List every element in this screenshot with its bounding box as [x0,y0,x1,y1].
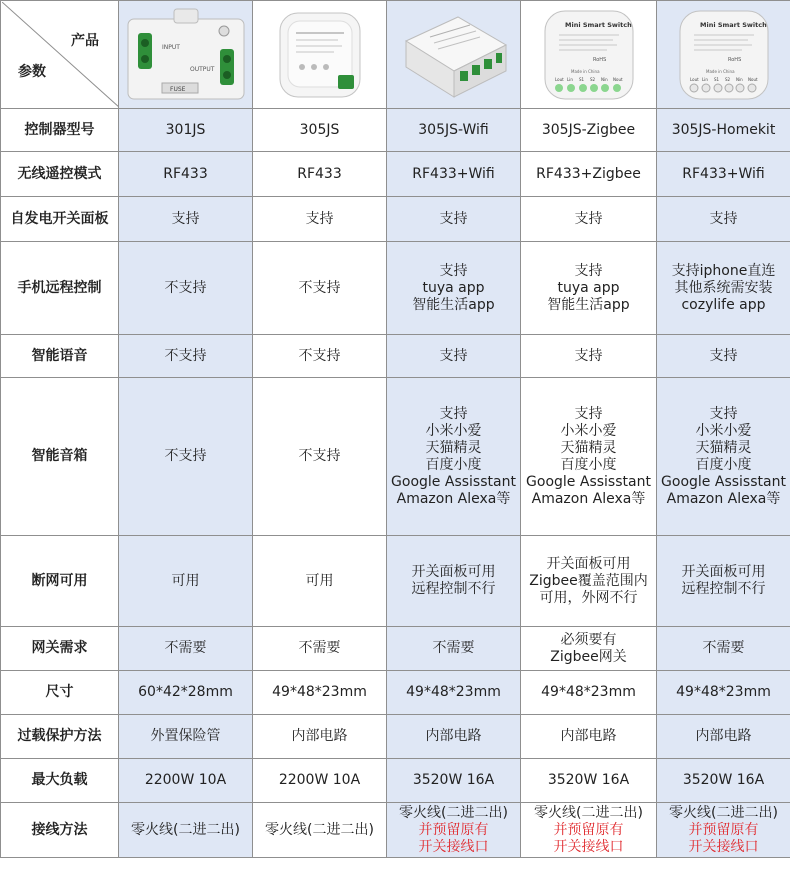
relay-module-301js-image [124,5,248,105]
spec-value-line: 开关接线口 [418,838,489,855]
spec-row [1,152,790,197]
row-label: 接线方法 [1,803,119,858]
spec-value-line: Zigbee网关 [550,648,627,665]
spec-value-line: 支持 [171,210,200,227]
spec-value-line: 外置保险管 [150,728,221,744]
spec-value-cell [521,627,657,671]
relay-module-305js-homekit-image [662,5,786,105]
relay-module-305js-image [258,5,382,105]
spec-value-line: 不支持 [164,448,207,464]
spec-value-line: RF433+Wifi [412,165,495,182]
spec-value-cell [657,671,790,715]
spec-value-line: RF433 [297,165,342,182]
spec-value-cell [119,152,253,197]
spec-value-line: 2200W 10A [144,772,227,788]
spec-value-line: 零火线(二进二出) [669,804,778,821]
spec-value-cell [657,378,790,536]
spec-value-cell [253,671,387,715]
spec-value-line: 支持iphone直连 [671,262,776,279]
spec-value-cell [387,242,521,335]
spec-value-line: 开关面板可用 [411,564,496,580]
spec-value-cell [521,378,657,536]
rohs-print: RoHS [592,56,606,63]
spec-value-line: tuya app [422,279,485,296]
spec-value-cell [521,152,657,197]
spec-value-line: 内部电路 [425,728,482,744]
spec-value-cell [387,197,521,242]
spec-value-cell [253,715,387,759]
spec-value-line: 并预留原有 [553,821,624,838]
spec-value-line: 天猫精灵 [425,439,482,456]
spec-value-line: 零火线(二进二出) [399,804,508,821]
svg-text:Nout: Nout [747,76,758,82]
spec-value-line: 小米小爱 [695,422,752,439]
product-image-cell [387,1,521,109]
row-label: 无线遥控模式 [1,152,119,197]
spec-value-line: RF433 [163,165,208,182]
spec-value-cell [521,536,657,627]
spec-value-line: 天猫精灵 [560,439,617,456]
spec-value-line: RF433+Zigbee [536,165,641,182]
spec-value-line: 可用，外网不行 [539,589,638,606]
spec-value-line: 开关面板可用 [681,564,766,580]
spec-value-cell [387,627,521,671]
product-image-cell [521,1,657,109]
svg-text:Lout: Lout [554,76,564,82]
spec-value-line: 305JS [299,121,340,138]
header-row [1,1,790,109]
product-image-cell [657,1,790,109]
spec-value-line: Amazon Alexa等 [531,490,646,507]
spec-value-cell [119,803,253,858]
spec-value-cell [253,197,387,242]
svg-text:Nin: Nin [600,76,608,82]
spec-value-line: Zigbee覆盖范围内 [529,572,648,589]
svg-text:Lin: Lin [701,76,708,82]
spec-value-cell [119,242,253,335]
spec-value-line: 开关接线口 [688,838,759,855]
spec-value-line: 支持 [574,405,603,422]
spec-value-line: 天猫精灵 [695,439,752,456]
row-label: 智能音箱 [1,378,119,536]
spec-row [1,671,790,715]
spec-value-line: 305JS-Homekit [671,121,776,138]
spec-value-line: 49*48*23mm [676,684,771,700]
spec-value-cell [521,759,657,803]
spec-value-line: 支持 [439,210,468,227]
spec-value-cell [521,335,657,378]
spec-value-line: 49*48*23mm [541,684,636,700]
spec-value-line: 49*48*23mm [406,684,501,700]
spec-value-line: 支持 [439,347,468,364]
spec-value-line: 智能生活app [547,296,630,313]
product-image-cell [253,1,387,109]
spec-value-line: cozylife app [681,296,766,313]
spec-value-line: 3520W 16A [547,772,630,788]
spec-value-line: 不支持 [298,279,341,296]
spec-row [1,759,790,803]
spec-row [1,197,790,242]
product-header-label: 产品 [71,32,99,49]
spec-value-line: 内部电路 [291,728,348,744]
spec-value-cell [657,335,790,378]
spec-value-line: 2200W 10A [278,772,361,788]
product-print-title: Mini Smart Switch [564,20,632,29]
spec-value-line: 60*42*28mm [138,684,233,700]
spec-value-line: 不支持 [298,448,341,464]
spec-value-cell [387,335,521,378]
spec-value-line: 不支持 [164,347,207,364]
spec-value-cell [657,109,790,152]
spec-value-cell [521,671,657,715]
spec-value-line: 小米小爱 [560,422,617,439]
spec-value-cell [521,242,657,335]
spec-value-cell [657,803,790,858]
relay-module-305js-zigbee-image [527,5,651,105]
spec-value-cell [387,759,521,803]
spec-value-line: 内部电路 [695,728,752,744]
svg-text:Lout: Lout [689,76,699,82]
spec-value-line: 支持 [574,347,603,364]
spec-value-cell [657,715,790,759]
spec-value-cell [521,715,657,759]
row-label: 手机远程控制 [1,242,119,335]
spec-value-cell [657,242,790,335]
spec-row [1,536,790,627]
spec-value-line: 305JS-Wifi [418,121,489,138]
spec-value-line: 支持 [305,210,334,227]
row-label: 过载保护方法 [1,715,119,759]
spec-value-line: Google Assisstant [526,473,651,490]
spec-value-line: 不支持 [164,279,207,296]
spec-row [1,715,790,759]
spec-value-line: 内部电路 [560,728,617,744]
spec-value-cell [387,152,521,197]
product-print-title: Mini Smart Switch [699,20,767,29]
spec-value-line: Amazon Alexa等 [396,490,511,507]
spec-value-cell [253,152,387,197]
spec-value-line: tuya app [557,279,620,296]
corner-header-cell [1,1,119,109]
spec-value-line: 3520W 16A [682,772,765,788]
spec-value-line: 百度小度 [560,456,617,473]
spec-value-cell [119,671,253,715]
svg-text:S1: S1 [578,76,584,82]
spec-value-cell [253,536,387,627]
spec-value-line: 支持 [439,405,468,422]
spec-value-cell [253,803,387,858]
spec-value-cell [119,197,253,242]
spec-row [1,242,790,335]
relay-module-305js-wifi-image [392,5,516,105]
spec-rows [1,109,790,858]
spec-value-cell [387,109,521,152]
corner-diagonal-line [2,2,119,108]
spec-value-cell [387,378,521,536]
svg-text:Nout: Nout [612,76,623,82]
spec-row [1,109,790,152]
spec-row [1,378,790,536]
spec-value-line: Google Assisstant [391,473,516,490]
made-in-print: Made in China [570,68,600,74]
spec-value-line: 并预留原有 [418,821,489,838]
spec-value-line: 其他系统需安装 [674,279,773,296]
row-label: 智能语音 [1,335,119,378]
spec-value-line: 远程控制不行 [681,581,766,597]
spec-value-cell [521,109,657,152]
spec-value-cell [119,536,253,627]
spec-value-line: 可用 [171,572,200,589]
spec-value-line: 不需要 [432,640,475,656]
product-image-cell [119,1,253,109]
spec-value-line: 支持 [709,347,738,364]
spec-value-line: 不需要 [164,640,207,656]
fuse-print: FUSE [169,85,185,93]
spec-value-line: 3520W 16A [412,772,495,788]
spec-value-line: 支持 [709,405,738,422]
svg-text:S1: S1 [713,76,719,82]
spec-value-line: 并预留原有 [688,821,759,838]
spec-value-line: 零火线(二进二出) [265,821,374,838]
spec-value-line: Google Assisstant [661,473,786,490]
row-label: 控制器型号 [1,109,119,152]
spec-value-cell [119,109,253,152]
spec-value-cell [387,715,521,759]
spec-value-line: 智能生活app [412,296,495,313]
parameter-header-label: 参数 [18,63,46,80]
spec-value-line: 百度小度 [425,456,482,473]
spec-value-cell [119,759,253,803]
spec-value-cell [253,109,387,152]
spec-value-cell [119,627,253,671]
spec-value-cell [387,536,521,627]
spec-value-line: 零火线(二进二出) [534,804,643,821]
spec-value-line: 百度小度 [695,456,752,473]
input-print: INPUT [161,43,180,51]
svg-text:S2: S2 [724,76,730,82]
spec-row [1,627,790,671]
spec-value-line: 远程控制不行 [411,581,496,597]
spec-value-cell [657,627,790,671]
spec-value-cell [657,759,790,803]
spec-value-cell [119,715,253,759]
spec-value-line: 支持 [709,210,738,227]
spec-value-cell [657,152,790,197]
spec-value-line: 支持 [574,210,603,227]
svg-text:Nin: Nin [735,76,743,82]
spec-value-line: 小米小爱 [425,422,482,439]
spec-row [1,335,790,378]
made-in-print: Made in China [705,68,735,74]
spec-value-cell [253,627,387,671]
spec-value-cell [521,197,657,242]
spec-value-cell [119,378,253,536]
spec-value-line: 301JS [165,121,206,138]
spec-value-cell [253,378,387,536]
row-label: 断网可用 [1,536,119,627]
svg-text:Lin: Lin [566,76,573,82]
svg-text:S2: S2 [589,76,595,82]
spec-value-line: 开关接线口 [553,838,624,855]
spec-row [1,803,790,858]
spec-value-line: 不需要 [702,640,745,656]
row-label: 尺寸 [1,671,119,715]
spec-value-cell [521,803,657,858]
spec-value-line: 开关面板可用 [546,555,631,572]
row-label: 网关需求 [1,627,119,671]
row-label: 最大负载 [1,759,119,803]
spec-value-line: 零火线(二进二出) [131,821,240,838]
spec-value-cell [253,335,387,378]
spec-value-line: 必须要有 [560,631,617,648]
spec-value-cell [657,197,790,242]
spec-value-line: 305JS-Zigbee [541,121,636,138]
spec-value-line: 不支持 [298,347,341,364]
spec-value-line: 支持 [439,262,468,279]
spec-value-cell [387,803,521,858]
spec-value-line: RF433+Wifi [682,165,765,182]
spec-value-cell [119,335,253,378]
spec-value-cell [253,759,387,803]
rohs-print: RoHS [727,56,741,63]
spec-value-line: 不需要 [298,640,341,656]
spec-value-line: 支持 [574,262,603,279]
spec-value-cell [387,671,521,715]
spec-value-line: 可用 [305,572,334,589]
spec-value-cell [657,536,790,627]
output-print: OUTPUT [189,65,214,73]
spec-value-line: 49*48*23mm [272,684,367,700]
spec-value-cell [253,242,387,335]
spec-value-line: Amazon Alexa等 [666,490,781,507]
row-label: 自发电开关面板 [1,197,119,242]
